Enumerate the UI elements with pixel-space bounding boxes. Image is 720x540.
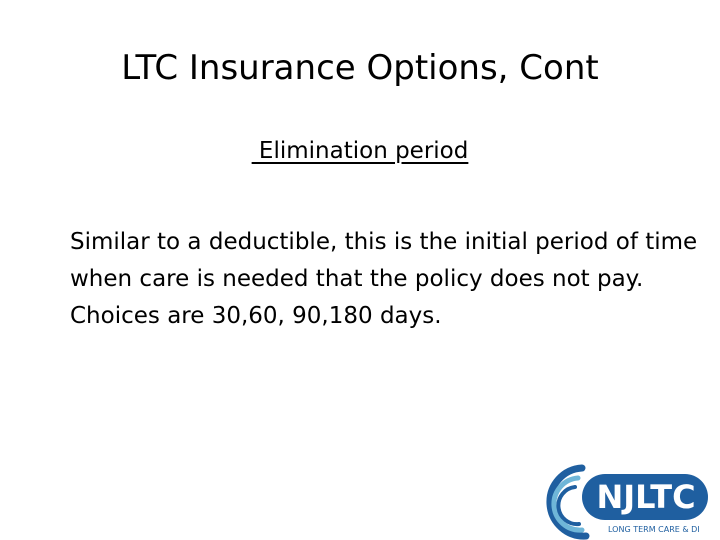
slide-title: LTC Insurance Options, Cont	[121, 48, 599, 88]
swirl-icon	[550, 468, 586, 536]
subtitle-text: Elimination period	[251, 138, 469, 164]
logo-text: NJLTC	[596, 478, 696, 516]
logo-tagline: LONG TERM CARE & DI	[608, 525, 700, 534]
slide-subtitle	[0, 134, 720, 168]
njltc-logo	[542, 454, 714, 540]
body-paragraph: Similar to a deductible, this is the initial period of time when care is needed that the policy does not pay. Choices are 30,60, 90,180 days.	[70, 229, 698, 329]
